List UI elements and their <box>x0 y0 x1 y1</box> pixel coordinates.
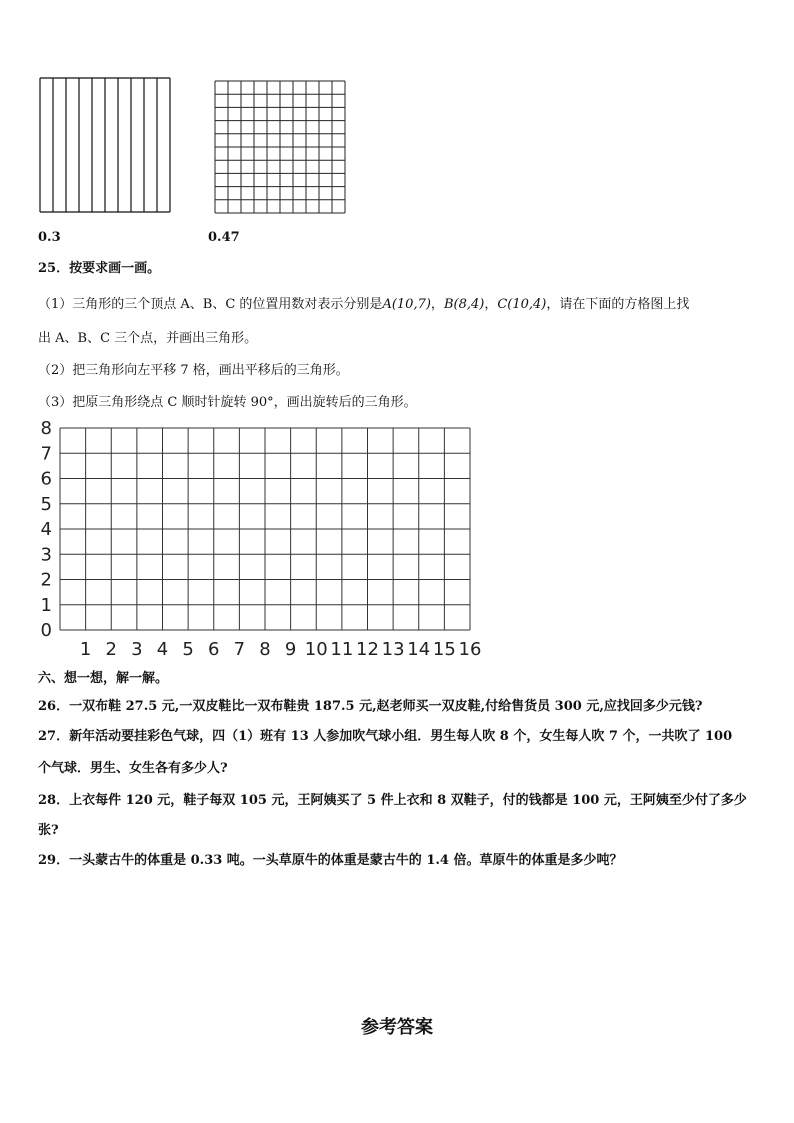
x-tick-label: 15 <box>432 639 456 660</box>
q25-part1-suffix: ，请在下面的方格图上找 <box>546 297 690 312</box>
q28-line2: 张? <box>38 823 59 838</box>
q25-part3: （3）把原三角形绕点 C 顺时针旋转 90°，画出旋转后的三角形。 <box>38 395 417 410</box>
point-c-coordinate: C(10,4) <box>497 297 547 312</box>
point-b-coordinate: B(8,4) <box>443 297 485 312</box>
x-tick-label: 7 <box>233 639 246 660</box>
q25-part1-prefix: （1）三角形的三个顶点 A、B、C 的位置用数对表示分别是 <box>38 297 383 312</box>
y-tick-label: 8 <box>40 418 52 439</box>
x-tick-label: 10 <box>304 639 328 660</box>
x-tick-label: 5 <box>182 639 194 660</box>
y-tick-label: 6 <box>40 468 52 490</box>
x-tick-label: 8 <box>259 639 271 660</box>
q25-part1-line1: （1）三角形的三个顶点 A、B、C 的位置用数对表示分别是A(10,7)，B(8,4)，C(10,4)，请在下面的方格图上找 <box>38 297 690 312</box>
x-tick-label: 4 <box>156 639 169 660</box>
x-tick-label: 12 <box>356 639 379 660</box>
hundredths-grid-figure <box>213 79 349 217</box>
coordinate-grid[interactable] <box>36 418 488 664</box>
q27-line1: 27．新年活动要挂彩色气球，四（1）班有 13 人参加吹气球小组．男生每人吹 8 个，女生每人吹 7 个，一共吹了 100 <box>38 729 733 744</box>
y-tick-label: 2 <box>40 569 52 591</box>
q25-part2: （2）把三角形向左平移 7 格，画出平移后的三角形。 <box>38 363 349 378</box>
y-tick-label: 3 <box>40 544 52 566</box>
q25-part1-line2: 出 A、B、C 三个点，并画出三角形。 <box>38 331 258 346</box>
q29-text: 29．一头蒙古牛的体重是 0.33 吨。一头草原牛的体重是蒙古牛的 1.4 倍。草原牛的体重是多少吨？ <box>38 853 623 868</box>
x-tick-label: 6 <box>208 639 220 660</box>
answers-title: 参考答案 <box>361 1017 433 1038</box>
y-tick-label: 5 <box>40 493 52 515</box>
section-six-title: 六、想一想，解一解。 <box>38 671 169 686</box>
x-tick-label: 2 <box>105 639 117 660</box>
y-tick-label: 1 <box>40 594 52 616</box>
x-tick-label: 3 <box>131 639 143 660</box>
hundredths-caption: 0.47 <box>208 230 240 245</box>
x-tick-label: 9 <box>284 639 297 660</box>
point-a-coordinate: A(10,7) <box>382 297 431 312</box>
y-tick-label: 0 <box>40 620 52 641</box>
x-tick-label: 11 <box>330 639 354 660</box>
q28-line1: 28．上衣每件 120 元，鞋子每双 105 元，王阿姨买了 5 件上衣和 8 双鞋子，付的钱都是 100 元，王阿姨至少付了多少 <box>38 793 747 808</box>
x-tick-label: 13 <box>381 639 405 660</box>
x-tick-label: 14 <box>407 639 431 660</box>
q25-title: 25．按要求画一画。 <box>38 261 161 276</box>
x-tick-label: 16 <box>458 639 482 660</box>
q26-text: 26．一双布鞋 27.5 元,一双皮鞋比一双布鞋贵 187.5 元,赵老师买一双皮鞋,付给售货员 300 元,应找回多少元钱? <box>38 699 703 714</box>
tenths-caption: 0.3 <box>38 230 61 245</box>
y-tick-label: 4 <box>40 519 52 540</box>
y-tick-label: 7 <box>40 443 52 465</box>
x-tick-label: 1 <box>79 639 92 660</box>
q27-line2: 个气球．男生、女生各有多少人? <box>38 761 228 776</box>
tenths-square-figure <box>38 76 174 216</box>
